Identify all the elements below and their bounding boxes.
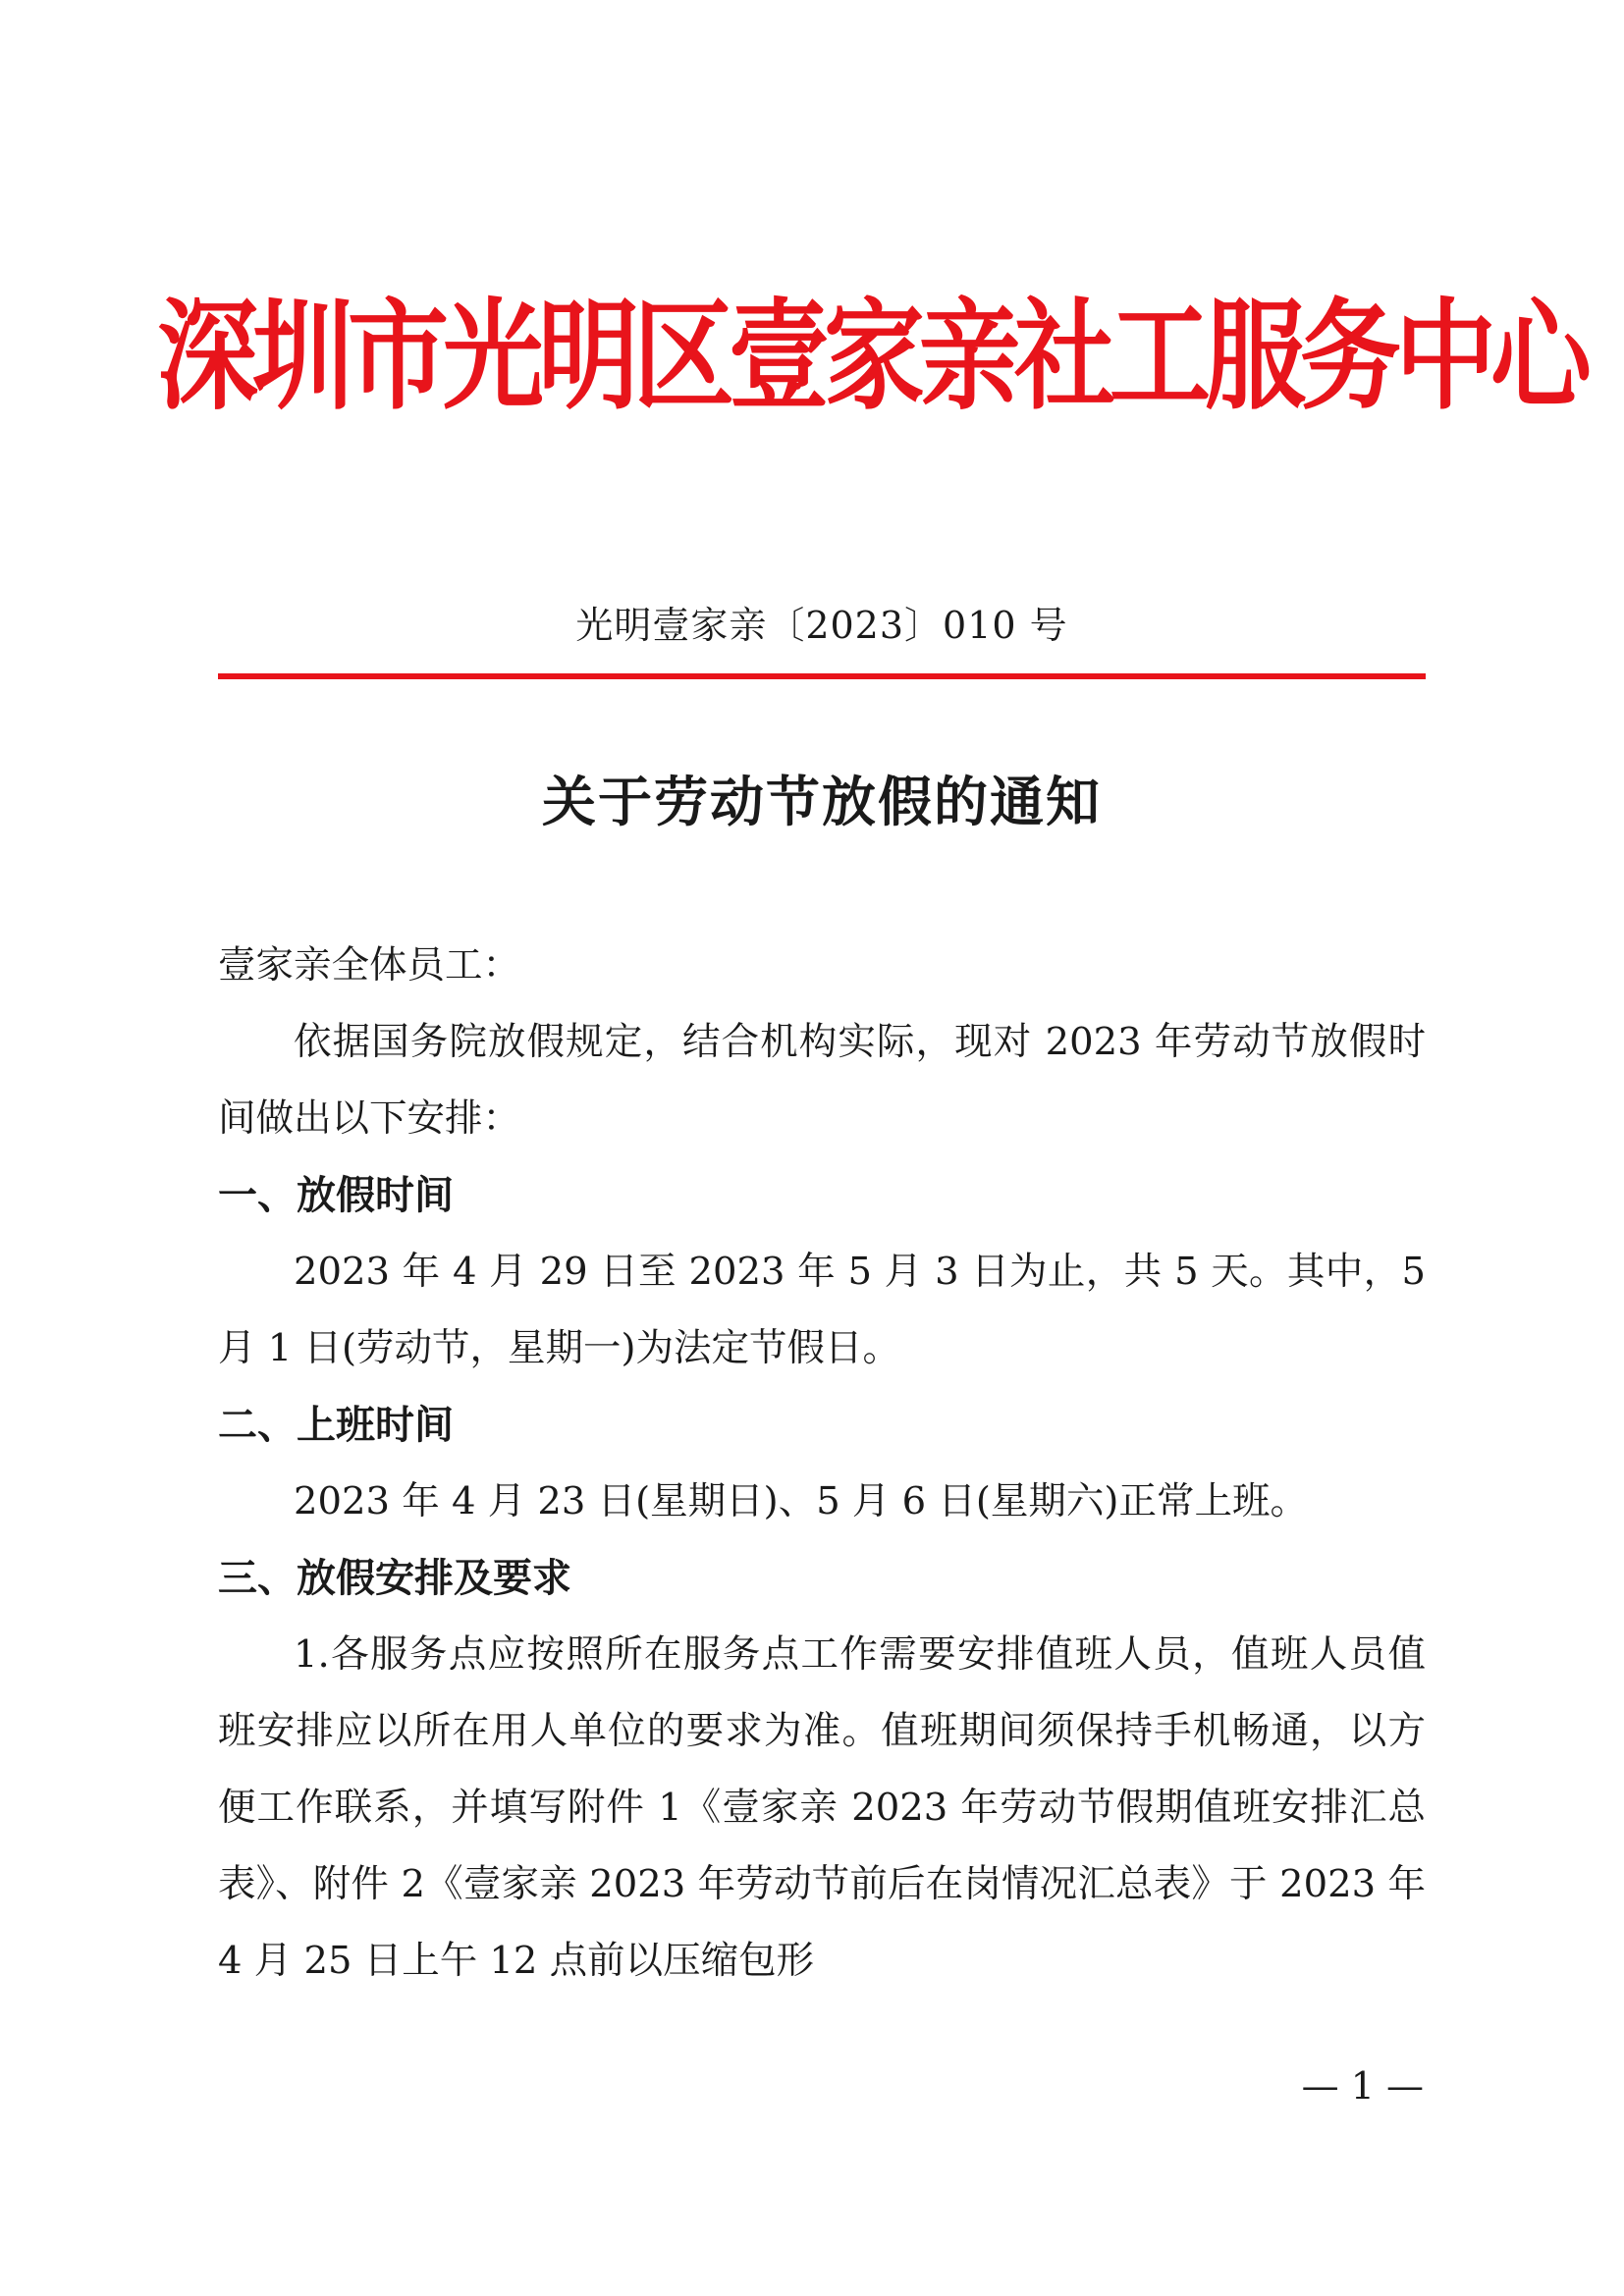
section-heading-holiday-time: 一、放假时间 [218, 1173, 454, 1218]
intro-paragraph: 依据国务院放假规定，结合机构实际，现对 2023 年劳动节放假时间做出以下安排： [218, 1020, 1426, 1141]
document-title: 关于劳动节放假的通知 [541, 771, 1102, 833]
document-number: 光明壹家亲〔2023〕010 号 [575, 604, 1068, 647]
section-heading-arrangements: 三、放假安排及要求 [218, 1556, 571, 1601]
document-body [218, 928, 1426, 2000]
section-paragraph-work-time: 2023 年 4 月 23 日(星期日)、5 月 6 日(星期六)正常上班。 [294, 1479, 1308, 1523]
section-paragraph-holiday-time: 2023 年 4 月 29 日至 2023 年 5 月 3 日为止，共 5 天。其中，5 月 1 日(劳动节，星期一)为法定节假日。 [218, 1250, 1426, 1370]
section-heading-work-time: 二、上班时间 [218, 1403, 454, 1448]
page-number: — 1 — [1301, 2064, 1424, 2108]
section-paragraph-arrangements: 1.各服务点应按照所在服务点工作需要安排值班人员，值班人员值班安排应以所在用人单位的要求为准。值班期间须保持手机畅通，以方便工作联系，并填写附件 1《壹家亲 2023 年劳动节假期值班安排汇总表》、附件 2《壹家亲 2023 年劳动节前后在岗情况汇总表》于 2023 年 4 月 25 日上午 12 点前以压缩包形 [218, 1632, 1426, 1983]
red-divider-line [218, 673, 1426, 679]
salutation: 壹家亲全体员工： [218, 943, 521, 988]
letterhead-organization-name: 深圳市光明区壹家亲社工服务中心 [157, 287, 1586, 427]
